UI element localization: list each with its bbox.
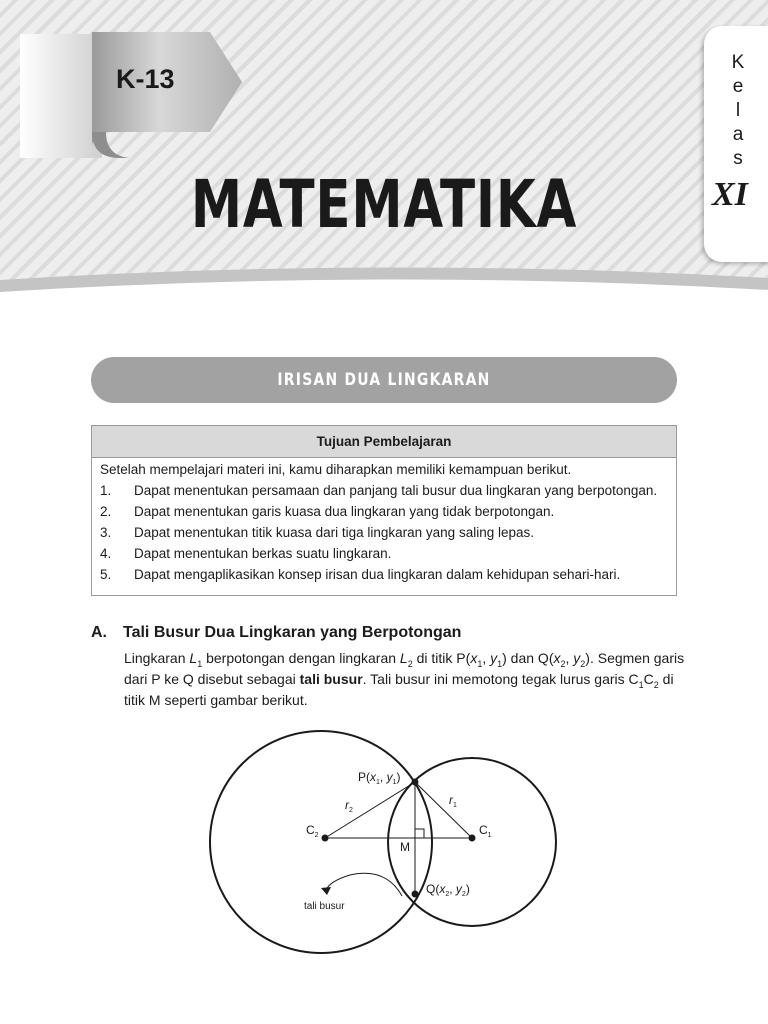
label-m: M [400,840,410,854]
curriculum-badge: K-13 [116,64,175,94]
objective-text: Dapat menentukan persamaan dan panjang tali busur dua lingkaran yang berpotongan. [134,483,658,498]
paragraph-line-2: dari P ke Q disebut sebagai tali busur. Tali busur ini memotong tegak lurus garis $C_1C_2$ di [124,671,674,690]
section-banner-title: IRISAN DUA LINGKARAN [277,370,491,390]
objective-text: Dapat mengaplikasikan konsep irisan dua lingkaran dalam kehidupan sehari-hari. [134,567,621,582]
point-q [412,891,419,898]
objectives-intro: Setelah mempelajari materi ini, kamu diharapkan memiliki kemampuan berikut. [100,462,572,477]
intersecting-circles-diagram [200,725,570,955]
label-q: $Q(x_2$, $y_2$) [426,882,470,898]
kelas-tab [704,26,768,262]
point-c2 [322,835,329,842]
header-wave-divider [0,262,768,300]
objective-text: Dapat menentukan garis kuasa dua lingkaran yang tidak berpotongan. [134,504,555,519]
objective-item [100,567,620,582]
term-tali-busur: tali busur [299,671,363,687]
objectives-heading: Tujuan Pembelajaran [92,426,676,458]
paragraph-line-3: titik M seperti gambar berikut. [124,692,308,708]
objective-number: 1. [100,483,112,498]
k13-ribbon-badge [20,28,250,168]
objective-item [100,504,554,519]
circle-l2 [210,731,432,953]
section-number: A. [91,624,107,641]
book-title: MATEMATIKA [190,166,578,243]
radius-r2 [325,782,415,838]
objective-item [100,546,391,561]
objective-text: Dapat menentukan titik kuasa dari tiga lingkaran yang saling lepas. [134,525,534,540]
arrow-head [321,887,331,895]
point-c1 [469,835,476,842]
label-p: $P(x_1$, $y_1$) [358,770,401,786]
objective-number: 4. [100,546,112,561]
objective-number: 3. [100,525,112,540]
kelas-letter: s [733,148,743,169]
section-title: Tali Busur Dua Lingkaran yang Berpotongan [123,624,462,641]
kelas-number: XI [712,176,748,213]
kelas-letter: a [732,124,744,145]
section-a-heading [91,624,461,642]
paragraph-line-1: Lingkaran $L_1$ berpotongan dengan lingkaran $L_2$ di titik $P(x_1$, $y_1$) dan $Q(x_2$, $y_2$). Segmen garis [124,650,685,669]
label-tali-busur: tali busur [304,901,345,912]
objective-number: 2. [100,504,112,519]
label-c2: $C_2$ [306,823,319,839]
objective-text: Dapat menentukan berkas suatu lingkaran. [134,546,392,561]
objective-item [100,525,534,540]
pointer-arrow [326,873,402,896]
right-angle-mark [415,829,424,838]
label-r2: $r_2$ [345,798,353,814]
label-c1: $C_1$ [479,823,492,839]
kelas-letter: K [731,52,745,73]
learning-objectives-box [91,425,677,596]
point-p [412,779,419,786]
label-r1: $r_1$ [449,793,457,809]
objective-number: 5. [100,567,112,582]
kelas-letter: e [732,76,744,97]
objective-item [100,483,657,498]
section-banner [91,357,677,403]
kelas-letter: l [735,100,741,121]
page-header [0,0,768,300]
